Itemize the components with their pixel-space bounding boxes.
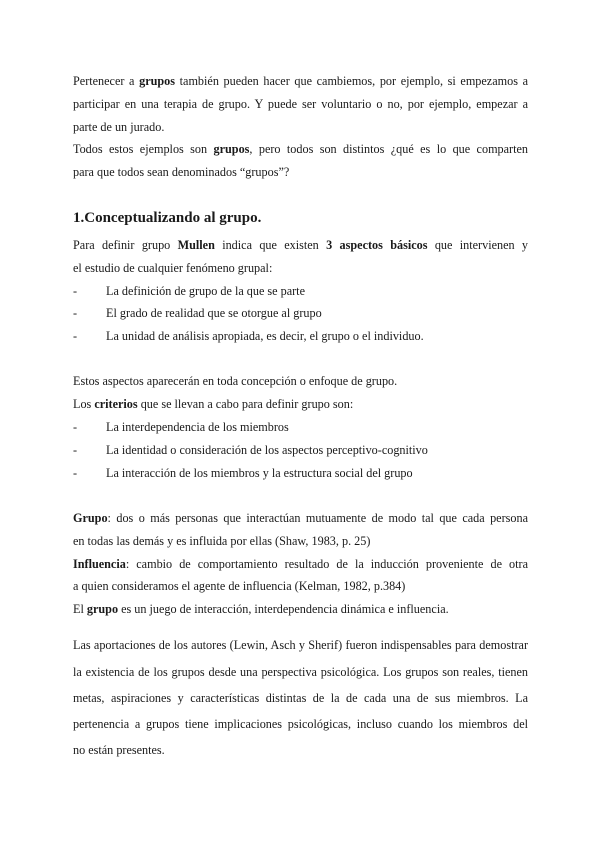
final-paragraph-line-4: pertenencia a grupos tiene implicaciones psicológicas, incluso cuando los miembros del	[73, 717, 528, 731]
intro-line-2: participar en una terapia de grupo. Y puede ser voluntario o no, por ejemplo, empezar a	[73, 97, 528, 111]
mullen-line-1: Para definir grupo Mullen indica que existen 3 aspectos básicos que intervienen y	[73, 238, 528, 252]
final-paragraph-line-2: la existencia de los grupos desde una perspectiva psicológica. Los grupos son reales, tienen	[73, 665, 528, 679]
final-paragraph-line-5: no están presentes.	[73, 743, 165, 757]
grupo-definition-line-2: en todas las demás y es influida por ellas (Shaw, 1983, p. 25)	[73, 534, 371, 548]
intro-line-1: Pertenecer a grupos también pueden hacer que cambiemos, por ejemplo, si empezamos a	[73, 74, 528, 88]
mullen-line-2: el estudio de cualquier fenómeno grupal:	[73, 261, 273, 275]
aspects-paragraph: Estos aspectos aparecerán en toda concepción o enfoque de grupo.	[73, 374, 398, 388]
influencia-definition-line-1: Influencia: cambio de comportamiento resultado de la inducción proveniente de otra	[73, 557, 528, 571]
intro-line-5: para que todos sean denominados “grupos”?	[73, 165, 290, 179]
section-heading: 1.Conceptualizando al grupo.	[73, 210, 262, 226]
final-paragraph-line-3: metas, aspiraciones y características distintas de la de cada una de sus miembros. La	[73, 691, 528, 705]
influencia-definition-line-2: a quien consideramos el agente de influencia (Kelman, 1982, p.384)	[73, 579, 406, 593]
final-paragraph-line-1: Las aportaciones de los autores (Lewin, Asch y Sherif) fueron indispensables para demostrar	[73, 638, 528, 652]
grupo-summary: El grupo es un juego de interacción, interdependencia dinámica e influencia.	[73, 602, 449, 616]
document-page: Pertenecer a grupos también pueden hacer que cambiemos, por ejemplo, si empezamos a participar en una terapia de grupo. Y puede ser voluntario o no, por ejemplo, empezar a parte de un jurado. Todos estos ejemplos son grupos, pero todos son distintos ¿qué es lo que comparten para que todos sean denominados “grupos”? 1.Conceptualizando al grupo. Para definir grupo Mullen indica que existen 3 aspectos básicos que intervienen y el estudio de cualquier fenómeno grupal: - La definición de grupo de la que se parte - El grado de realidad que se otorgue al grupo - La unidad de análisis apropiada, es decir, el grupo o el individuo. Estos aspectos aparecerán en toda concepción o enfoque de grupo. Los criterios que se llevan a cabo para definir grupo son: - La interdependencia de los miembros - La identidad o consideración de los aspectos perceptivo-cognitivo - La interacción de los miembros y la estructura social del grupo Grupo: dos o más personas que interactúan mutuamente de modo tal que cada persona en todas las demás y es influida por ellas (Shaw, 1983, p. 25) Influencia: cambio de comportamiento resultado de la inducción proveniente de otra a quien consideramos el agente de influencia (Kelman, 1982, p.384) El grupo es un juego de interacción, interdependencia dinámica e influencia. Las aportaciones de los autores (Lewin, Asch y Sherif) fueron indispensables para demostrar la existencia de los grupos desde una perspectiva psicológica. Los grupos son reales, tienen metas, aspiraciones y características distintas de la de cada una de sus miembros. La pertenencia a grupos tiene implicaciones psicológicas, incluso cuando los miembros del no están presentes.	[73, 74, 528, 757]
grupo-definition-line-1: Grupo: dos o más personas que interactúan mutuamente de modo tal que cada persona	[73, 511, 528, 525]
criteria-intro: Los criterios que se llevan a cabo para definir grupo son:	[73, 397, 354, 411]
intro-line-4: Todos estos ejemplos son grupos, pero todos son distintos ¿qué es lo que comparten	[73, 142, 528, 156]
intro-line-3: parte de un jurado.	[73, 120, 165, 134]
